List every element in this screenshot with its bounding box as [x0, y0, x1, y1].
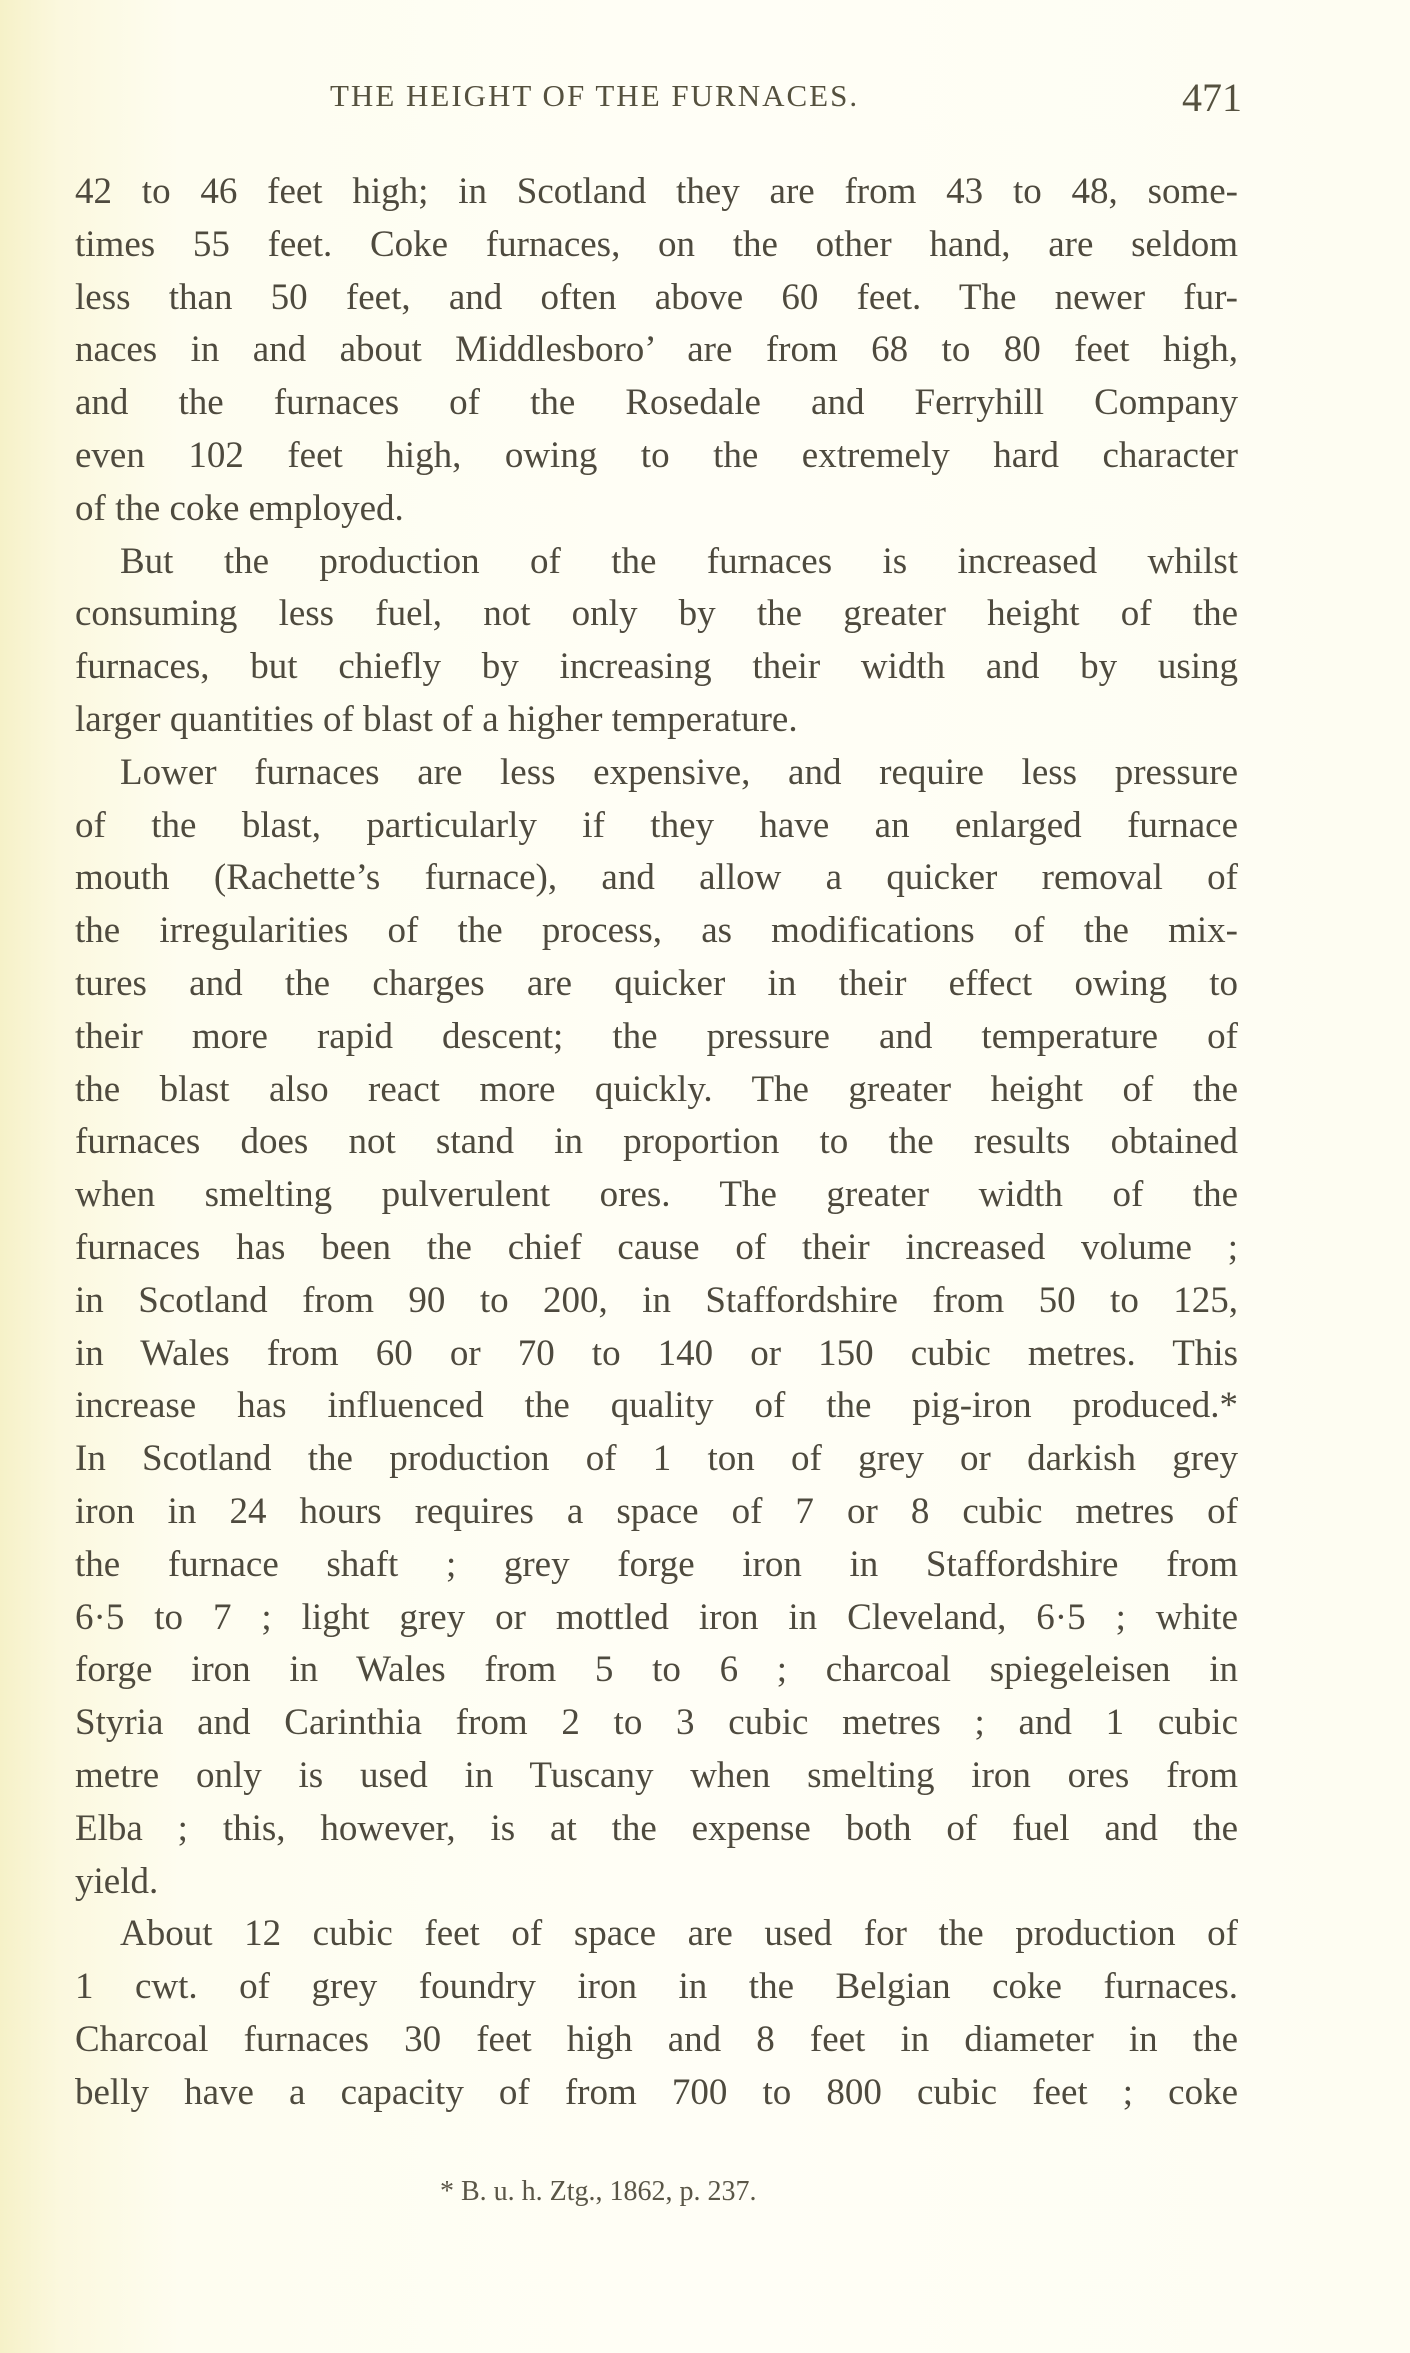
text-line: furnaces has been the chief cause of their increased volume ; — [75, 1226, 1238, 1268]
text-line: and the furnaces of the Rosedale and Ferryhill Company — [75, 382, 1238, 424]
text-line: less than 50 feet, and often above 60 feet. The newer fur- — [75, 276, 1238, 318]
running-title: THE HEIGHT OF THE FURNACES. — [330, 78, 860, 113]
text-line: furnaces does not stand in proportion to the results obtained — [75, 1121, 1238, 1163]
text-line: consuming less fuel, not only by the greater height of the — [75, 593, 1238, 635]
text-line: their more rapid descent; the pressure and temperature of — [75, 1015, 1238, 1057]
text-line: metre only is used in Tuscany when smelting iron ores from — [75, 1754, 1238, 1796]
paragraph — [75, 536, 1238, 747]
text-line: the blast also react more quickly. The greater height of the — [75, 1068, 1238, 1110]
text-line: mouth (Rachette’s furnace), and allow a quicker removal of — [75, 857, 1238, 899]
text-line: Styria and Carinthia from 2 to 3 cubic metres ; and 1 cubic — [75, 1702, 1238, 1744]
paragraph — [75, 747, 1238, 1909]
text-line: of the coke employed. — [75, 487, 404, 529]
text-line: in Scotland from 90 to 200, in Staffordshire from 50 to 125, — [75, 1279, 1238, 1321]
text-line: In Scotland the production of 1 ton of grey or darkish grey — [75, 1438, 1238, 1480]
text-line: the furnace shaft ; grey forge iron in Staffordshire from — [75, 1543, 1238, 1585]
text-line: of the blast, particularly if they have an enlarged furnace — [75, 804, 1238, 846]
text-line: in Wales from 60 or 70 to 140 or 150 cubic metres. This — [75, 1332, 1238, 1374]
footnote: * B. u. h. Ztg., 1862, p. 237. — [440, 2176, 757, 2207]
text-line: increase has influenced the quality of the pig-iron produced.* — [75, 1385, 1238, 1427]
text-line: Lower furnaces are less expensive, and require less pressure — [120, 751, 1238, 793]
text-line: times 55 feet. Coke furnaces, on the other hand, are seldom — [75, 223, 1238, 265]
text-line: when smelting pulverulent ores. The greater width of the — [75, 1174, 1238, 1216]
text-line: belly have a capacity of from 700 to 800 cubic feet ; coke — [75, 2071, 1238, 2113]
page-number: 471 — [1182, 75, 1242, 120]
text-line: Elba ; this, however, is at the expense both of fuel and the — [75, 1807, 1238, 1849]
text-line: Charcoal furnaces 30 feet high and 8 feet in diameter in the — [75, 2018, 1238, 2060]
text-line: furnaces, but chiefly by increasing their width and by using — [75, 646, 1238, 688]
text-line: But the production of the furnaces is increased whilst — [120, 540, 1238, 582]
text-line: iron in 24 hours requires a space of 7 or 8 cubic metres of — [75, 1490, 1238, 1532]
text-line: tures and the charges are quicker in their effect owing to — [75, 962, 1238, 1004]
text-line: larger quantities of blast of a higher temperature. — [75, 698, 798, 740]
text-line: forge iron in Wales from 5 to 6 ; charcoal spiegeleisen in — [75, 1649, 1238, 1691]
text-line: the irregularities of the process, as modifications of the mix- — [75, 910, 1238, 952]
text-line: 6·5 to 7 ; light grey or mottled iron in Cleveland, 6·5 ; white — [75, 1596, 1238, 1638]
paragraph — [75, 166, 1238, 536]
text-line: naces in and about Middlesboro’ are from 68 to 80 feet high, — [75, 329, 1238, 371]
text-line: About 12 cubic feet of space are used for the production of — [120, 1913, 1238, 1955]
text-line: 1 cwt. of grey foundry iron in the Belgian coke furnaces. — [75, 1966, 1238, 2008]
text-line: even 102 feet high, owing to the extremely hard character — [75, 434, 1238, 476]
paragraph — [75, 1908, 1238, 2119]
body-text — [75, 166, 1238, 2119]
text-line: yield. — [75, 1860, 159, 1902]
text-line: 42 to 46 feet high; in Scotland they are from 43 to 48, some- — [75, 171, 1238, 212]
